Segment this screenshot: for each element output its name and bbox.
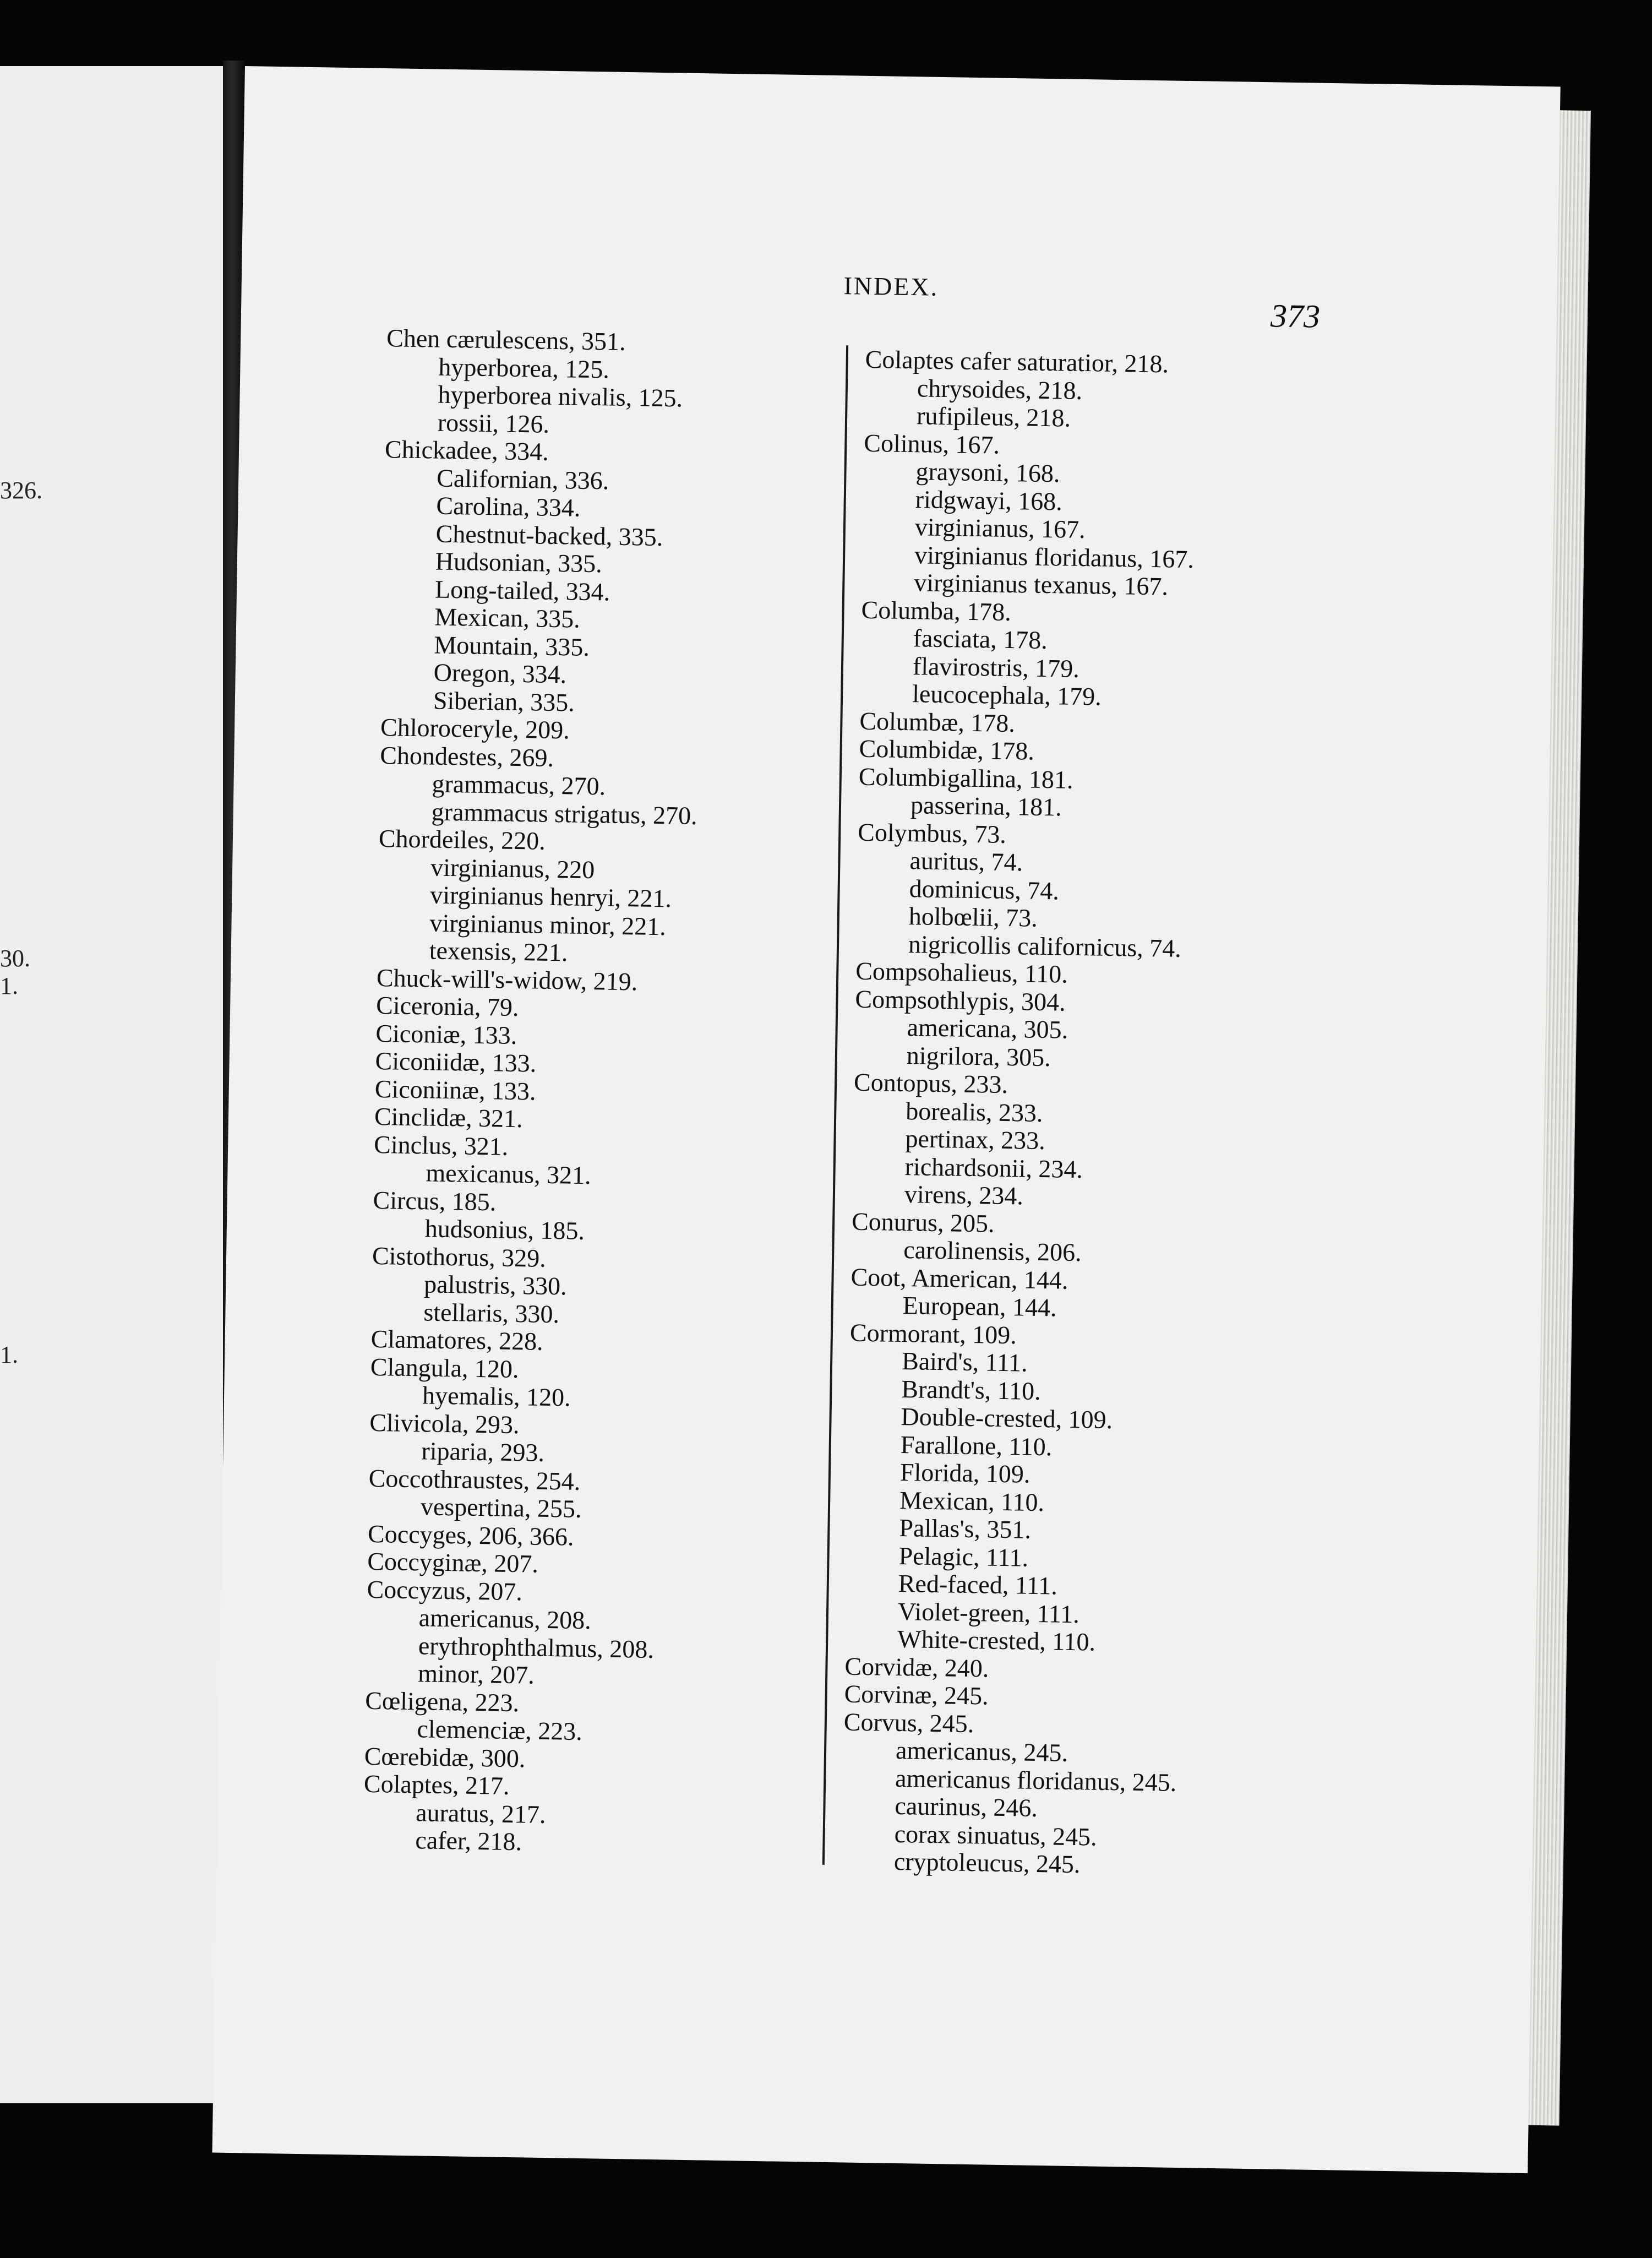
index-heading-entry: Chondestes, 269. (379, 741, 554, 772)
index-subentry: Mexican, 335. (434, 602, 581, 633)
index-subentry: Florida, 109. (899, 1458, 1031, 1488)
index-subentry: Pallas's, 351. (899, 1513, 1032, 1544)
index-subentry: americanus floridanus, 245. (895, 1764, 1177, 1797)
index-subentry: grammacus strigatus, 270. (431, 797, 698, 830)
index-heading-entry: Colinus, 167. (863, 428, 1000, 459)
index-subentry: Siberian, 335. (433, 686, 575, 717)
index-subentry: leucocephala, 179. (912, 679, 1102, 711)
index-subentry: hyperborea, 125. (438, 352, 610, 383)
index-subentry: holbœlii, 73. (908, 902, 1038, 932)
index-column-left (363, 324, 705, 1858)
index-subentry: virginianus texanus, 167. (914, 568, 1169, 601)
index-heading-entry: Coccyginæ, 207. (367, 1547, 539, 1578)
index-subentry: Oregon, 334. (433, 658, 567, 689)
index-subentry: passerina, 181. (910, 791, 1062, 821)
index-subentry: chrysoides, 218. (917, 373, 1083, 405)
index-subentry: ridgwayi, 168. (915, 485, 1063, 515)
index-subentry: americanus, 245. (895, 1735, 1068, 1767)
index-heading-entry: Chen cærulescens, 351. (386, 324, 626, 356)
index-heading-entry: Coccyges, 206, 366. (367, 1519, 574, 1551)
index-page (212, 66, 1560, 2173)
index-heading-entry: Ciconiæ, 133. (375, 1019, 517, 1049)
index-heading-entry: Chuck-will's-widow, 219. (376, 963, 638, 995)
index-subentry: Pelagic, 111. (898, 1541, 1029, 1572)
index-subentry: auratus, 217. (415, 1798, 546, 1829)
index-subentry: flavirostris, 179. (912, 651, 1080, 683)
index-subentry: vespertina, 255. (420, 1492, 582, 1523)
index-subentry: cryptoleucus, 245. (893, 1847, 1081, 1879)
facing-page-fragment: 326. (0, 477, 42, 504)
index-heading-entry: Cistothorus, 329. (372, 1241, 547, 1272)
index-subentry: Californian, 336. (436, 464, 609, 494)
index-subentry: hudsonius, 185. (424, 1214, 585, 1245)
index-heading-entry: Cormorant, 109. (849, 1318, 1017, 1349)
index-heading-entry: Colymbus, 73. (857, 818, 1007, 848)
index-heading-entry: Columbæ, 178. (859, 706, 1016, 737)
index-subentry: Brandt's, 110. (901, 1374, 1041, 1405)
index-subentry: stellaris, 330. (423, 1297, 560, 1328)
index-subentry: Baird's, 111. (901, 1347, 1028, 1377)
index-heading-entry: Contopus, 233. (853, 1068, 1008, 1098)
index-heading-entry: Coccyzus, 207. (367, 1575, 523, 1606)
index-heading-entry: Compsohalieus, 110. (855, 956, 1068, 988)
index-heading-entry: Ciceronia, 79. (375, 991, 519, 1022)
index-heading-entry: Corvus, 245. (843, 1707, 974, 1738)
index-heading-entry: Coot, American, 144. (850, 1263, 1068, 1294)
index-heading-entry: Clangula, 120. (370, 1352, 519, 1383)
index-heading-entry: Chickadee, 334. (384, 435, 549, 466)
index-heading-entry: Clivicola, 293. (369, 1408, 520, 1439)
facing-page-fragment: 1. (0, 972, 18, 999)
index-subentry: grammacus, 270. (432, 769, 606, 801)
index-subentry: hyperborea nivalis, 125. (438, 380, 683, 412)
index-heading-entry: Circus, 185. (373, 1185, 497, 1216)
index-subentry: erythrophthalmus, 208. (418, 1631, 655, 1663)
index-heading-entry: Ciconiinæ, 133. (374, 1074, 536, 1106)
index-subentry: nigricollis californicus, 74. (908, 929, 1182, 962)
index-subentry: carolinensis, 206. (903, 1236, 1082, 1267)
index-subentry: texensis, 221. (429, 936, 568, 967)
index-subentry: virginianus henryi, 221. (430, 880, 672, 913)
index-subentry: Mexican, 110. (899, 1486, 1045, 1516)
index-subentry: virginianus, 220 (430, 852, 595, 884)
facing-page (0, 66, 231, 2103)
index-subentry: americanus, 208. (418, 1603, 592, 1635)
index-subentry: mexicanus, 321. (426, 1158, 592, 1190)
index-heading-entry: Colaptes, 217. (363, 1769, 510, 1800)
index-heading-entry: Columbidæ, 178. (859, 734, 1035, 765)
index-subentry: borealis, 233. (905, 1096, 1043, 1127)
index-heading-entry: Corvinæ, 245. (844, 1679, 989, 1710)
index-heading-entry: Conurus, 205. (851, 1207, 995, 1238)
index-subentry: European, 144. (902, 1291, 1057, 1322)
index-subentry: virginianus floridanus, 167. (914, 540, 1195, 573)
index-subentry: minor, 207. (417, 1659, 535, 1689)
index-heading-entry: Cinclus, 321. (373, 1130, 509, 1161)
index-heading-entry: Compsothlypis, 304. (855, 984, 1066, 1016)
index-subentry: rossii, 126. (437, 408, 550, 438)
index-heading-entry: Coccothraustes, 254. (368, 1463, 581, 1495)
index-subentry: hyemalis, 120. (422, 1381, 571, 1412)
index-subentry: caurinus, 246. (895, 1791, 1038, 1822)
index-subentry: Long-tailed, 334. (434, 575, 610, 606)
index-heading-entry: Chloroceryle, 209. (380, 713, 570, 744)
index-subentry: rufipileus, 218. (916, 401, 1071, 432)
index-heading-entry: Columbigallina, 181. (858, 762, 1073, 794)
index-subentry: Farallone, 110. (900, 1430, 1053, 1461)
index-heading-entry: Corvidæ, 240. (844, 1651, 989, 1683)
index-subentry: virginianus minor, 221. (429, 908, 667, 940)
index-subentry: palustris, 330. (423, 1270, 568, 1301)
index-subentry: dominicus, 74. (909, 874, 1060, 905)
index-subentry: auritus, 74. (909, 846, 1023, 877)
index-subentry: clemenciæ, 223. (417, 1715, 583, 1745)
index-heading-entry: Cinclidæ, 321. (374, 1102, 524, 1133)
index-heading-entry: Cœligena, 223. (365, 1686, 520, 1717)
running-head: INDEX. (843, 271, 939, 301)
index-subentry: virginianus, 167. (914, 513, 1086, 544)
column-divider-rule (822, 345, 848, 1865)
index-heading-entry: Clamatores, 228. (370, 1324, 544, 1356)
index-subentry: fasciata, 178. (913, 624, 1048, 655)
index-subentry: Chestnut-backed, 335. (435, 519, 663, 551)
index-heading-entry: Columba, 178. (861, 595, 1012, 626)
index-heading-entry: Ciconiidæ, 133. (375, 1046, 537, 1078)
index-heading-entry: Colaptes cafer saturatior, 218. (865, 345, 1169, 378)
index-subentry: White-crested, 110. (897, 1624, 1096, 1656)
index-subentry: Red-faced, 111. (898, 1569, 1058, 1600)
index-subentry: cafer, 218. (415, 1826, 522, 1856)
facing-page-fragment: 30. (0, 945, 30, 972)
index-subentry: graysoni, 168. (915, 457, 1060, 488)
index-column-right (842, 346, 1200, 1880)
index-subentry: nigrilora, 305. (906, 1041, 1051, 1071)
index-subentry: riparia, 293. (421, 1437, 545, 1467)
index-subentry: americana, 305. (907, 1013, 1068, 1044)
index-subentry: Mountain, 335. (434, 630, 590, 661)
page-number: 373 (1270, 297, 1321, 335)
index-subentry: richardsonii, 234. (904, 1152, 1083, 1183)
index-subentry: Hudsonian, 335. (435, 547, 603, 578)
index-subentry: virens, 234. (904, 1180, 1024, 1210)
index-heading-entry: Chordeiles, 220. (378, 824, 546, 855)
facing-page-fragment: 1. (0, 1341, 18, 1368)
index-subentry: Carolina, 334. (436, 491, 581, 522)
index-subentry: corax sinuatus, 245. (894, 1819, 1098, 1851)
index-subentry: Violet-green, 111. (897, 1597, 1080, 1628)
index-subentry: Double-crested, 109. (901, 1402, 1113, 1434)
index-heading-entry: Cœrebidæ, 300. (364, 1742, 526, 1772)
index-subentry: pertinax, 233. (905, 1124, 1046, 1155)
